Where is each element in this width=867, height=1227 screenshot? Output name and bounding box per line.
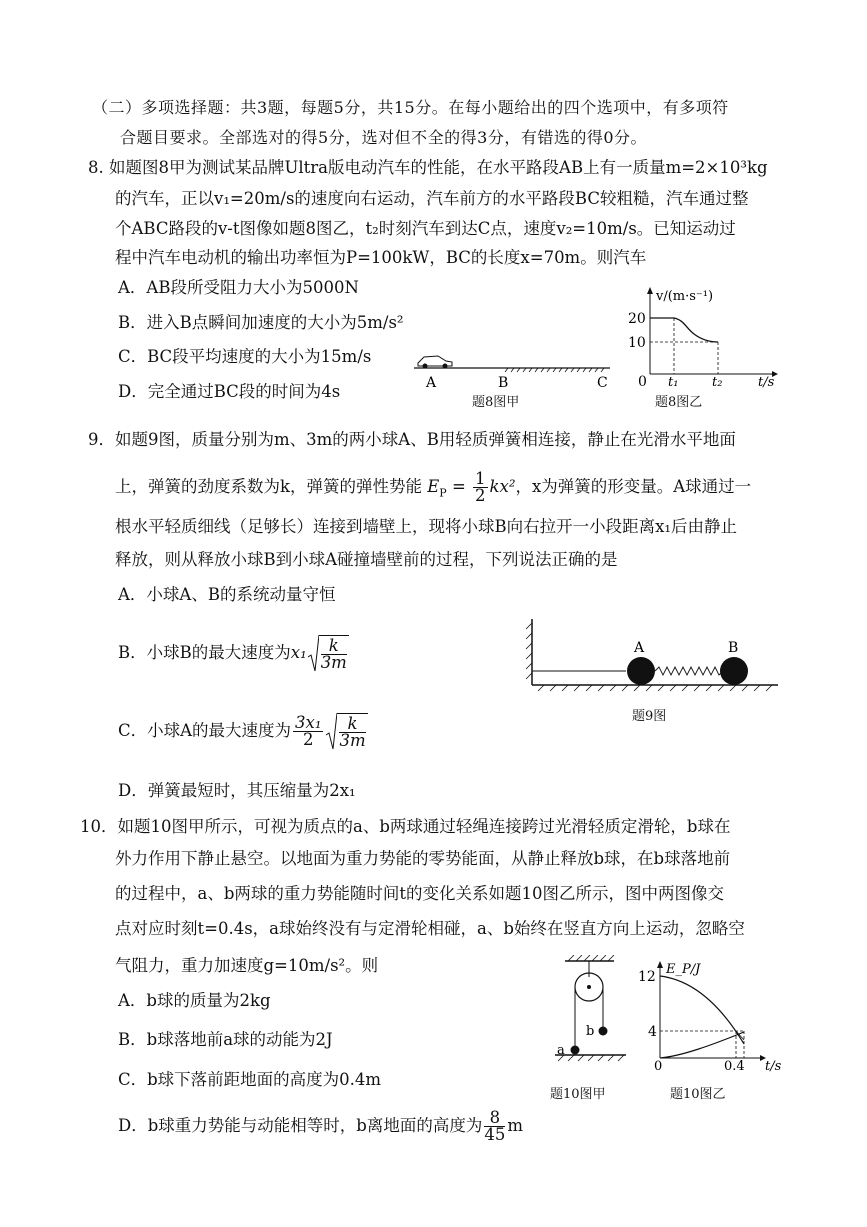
forty-five-den: 45 bbox=[484, 1125, 506, 1144]
tick-t2: t₂ bbox=[712, 375, 723, 390]
fig9-caption: 题9图 bbox=[632, 709, 667, 724]
fig8b-caption: 题8图乙 bbox=[655, 395, 703, 410]
ball-a bbox=[627, 657, 655, 685]
equals-sign: = bbox=[451, 477, 466, 496]
ball-b-label: B bbox=[728, 640, 739, 656]
three-x1-num: 3x₁ bbox=[295, 713, 322, 732]
ball-a-label: a bbox=[557, 1043, 565, 1058]
q8-option-c: C．BC段平均速度的大小为15m/s bbox=[118, 347, 372, 366]
fig9-spring-diagram bbox=[520, 615, 782, 695]
fig10a-caption: 题10图甲 bbox=[550, 1087, 606, 1102]
x-axis-label: t/s bbox=[765, 1059, 782, 1072]
tick-20: 20 bbox=[628, 311, 646, 327]
fig10b-ep-graph bbox=[632, 960, 792, 1072]
rough-surface-hatch bbox=[505, 368, 604, 372]
y-axis-label: E_P/J bbox=[666, 962, 701, 977]
half-num: 1 bbox=[475, 469, 486, 488]
eight-num: 8 bbox=[484, 1110, 505, 1127]
sqrt-k-over-3m-b bbox=[307, 635, 349, 672]
fig10a-pulley-diagram bbox=[550, 955, 630, 1065]
q10-option-c: C．b球下落前距地面的高度为0.4m bbox=[118, 1070, 382, 1089]
origin-label: 0 bbox=[638, 374, 647, 390]
q9-option-c-text: C．小球A的最大速度为 bbox=[118, 721, 292, 740]
ball-b-icon bbox=[599, 1027, 608, 1036]
half-fraction bbox=[473, 471, 488, 504]
q8-line-4: 程中汽车电动机的输出功率恒为P=100kW，BC的长度x=70m。则汽车 bbox=[115, 248, 647, 267]
x-axis-label: t/s bbox=[758, 375, 775, 390]
k-num-b: k bbox=[321, 638, 347, 655]
q9-line-2-text-a: 上，弹簧的劲度系数为k，弹簧的弹性势能 bbox=[115, 477, 422, 496]
ball-b bbox=[720, 657, 748, 685]
three-m-den-b: 3m bbox=[320, 653, 347, 672]
wall-hatch bbox=[526, 623, 532, 679]
q9-option-a: A．小球A、B的系统动量守恒 bbox=[118, 585, 336, 604]
three-m-den-c: 3m bbox=[339, 731, 366, 750]
eight-over-45 bbox=[484, 1110, 505, 1143]
elastic-energy-subscript: P bbox=[439, 486, 447, 500]
a-potential-curve bbox=[660, 1032, 744, 1058]
ball-a-label: A bbox=[634, 640, 645, 656]
section-line-2: 合题目要求。全部选对的得5分，选对但不全的得3分，有错选的得0分。 bbox=[120, 128, 648, 147]
q8-line-3: 个ABC路段的v-t图像如题8图乙，t₂时刻汽车到达C点，速度v₂=10m/s。已知运动过 bbox=[115, 219, 736, 238]
sqrt-k-over-3m-c bbox=[325, 713, 367, 750]
k-num-c: k bbox=[339, 716, 365, 733]
unit-m: m bbox=[507, 1116, 524, 1135]
q8-option-d: D．完全通过BC段的时间为4s bbox=[118, 382, 341, 401]
spring bbox=[655, 667, 723, 675]
floor-hatch bbox=[538, 685, 772, 691]
two-den: 2 bbox=[303, 730, 314, 749]
q10-line-5: 气阻力，重力加速度g=10m/s²。则 bbox=[115, 956, 379, 975]
fig10b-caption: 题10图乙 bbox=[670, 1087, 726, 1102]
q10-option-d bbox=[118, 1108, 523, 1144]
q9-line-3: 根水平轻质细线（足够长）连接到墙壁上，现将小球B向右拉开一小段距离x₁后由静止 bbox=[115, 517, 738, 536]
y-axis-label: v/(m·s⁻¹) bbox=[656, 289, 714, 304]
tick-t1: t₁ bbox=[668, 375, 679, 390]
fig8a-caption: 题8图甲 bbox=[472, 395, 520, 410]
q9-option-b-text: B．小球B的最大速度为 bbox=[118, 643, 291, 662]
q9-option-b bbox=[118, 635, 349, 672]
velocity-curve bbox=[650, 318, 718, 342]
q8-line-1: 8. 如题图8甲为测试某品牌Ultra版电动汽车的性能，在水平路段AB上有一质量m=2×10³kg bbox=[88, 158, 768, 177]
q10-line-2: 外力作用下静止悬空。以地面为重力势能的零势能面，从静止释放b球，在b球落地前 bbox=[115, 849, 731, 868]
half-den: 2 bbox=[475, 486, 486, 505]
ball-a-icon bbox=[571, 1046, 580, 1055]
point-b-label: B bbox=[498, 375, 509, 391]
kx2-term: kx² bbox=[489, 477, 516, 496]
q9-line-2 bbox=[115, 470, 751, 510]
point-a-label: A bbox=[426, 375, 437, 391]
tick-4: 4 bbox=[648, 1024, 657, 1040]
ball-b-label: b bbox=[586, 1024, 595, 1039]
tick-12: 12 bbox=[638, 969, 656, 985]
q9-option-c bbox=[118, 713, 368, 750]
q8-line-2: 的汽车，正以v₁=20m/s的速度向右运动，汽车前方的水平路段BC较粗糙，汽车通过整 bbox=[115, 189, 749, 208]
tick-0-4: 0.4 bbox=[724, 1059, 745, 1072]
q10-line-4: 点对应时刻t=0.4s，a球始终没有与定滑轮相碰，a、b始终在竖直方向上运动，忽略空 bbox=[115, 919, 745, 938]
q9-line-4: 释放，则从释放小球B到小球A碰撞墙壁前的过程，下列说法正确的是 bbox=[115, 550, 618, 569]
three-x1-over-2 bbox=[293, 715, 323, 748]
q8-option-b: B．进入B点瞬间加速度的大小为5m/s² bbox=[118, 313, 404, 332]
q8-option-a: A．AB段所受阻力大小为5000N bbox=[118, 278, 359, 297]
section-line-1: （二）多项选择题：共3题，每题5分，共15分。在每小题给出的四个选项中，有多项符 bbox=[92, 98, 729, 117]
car-icon bbox=[418, 356, 452, 369]
q9-line-1: 9．如题9图，质量分别为m、3m的两小球A、B用轻质弹簧相连接，静止在光滑水平地面 bbox=[88, 430, 736, 449]
q10-line-1: 10．如题10图甲所示，可视为质点的a、b两球通过轻绳连接跨过光滑轻质定滑轮，b球在 bbox=[80, 817, 731, 836]
q10-option-b: B．b球落地前a球的动能为2J bbox=[118, 1030, 333, 1049]
point-c-label: C bbox=[597, 375, 608, 391]
q9-option-d: D．弹簧最短时，其压缩量为2x₁ bbox=[118, 781, 356, 800]
q10-option-a: A．b球的质量为2kg bbox=[118, 991, 271, 1010]
q9-line-2-text-b: ，x为弹簧的形变量。A球通过一 bbox=[515, 477, 752, 496]
q10-line-3: 的过程中，a、b两球的重力势能随时间t的变化关系如题10图乙所示，图中两图像交 bbox=[115, 884, 725, 903]
tick-10: 10 bbox=[628, 335, 646, 351]
elastic-energy-symbol: E bbox=[427, 477, 440, 496]
fig8a-road-diagram bbox=[410, 345, 620, 395]
b-potential-curve bbox=[660, 976, 744, 1044]
origin-label: 0 bbox=[654, 1059, 663, 1072]
q10-option-d-text: D．b球重力势能与动能相等时，b离地面的高度为 bbox=[118, 1116, 483, 1135]
fig8b-vt-graph bbox=[622, 282, 787, 390]
q9-option-b-x1: x₁ bbox=[290, 643, 307, 662]
